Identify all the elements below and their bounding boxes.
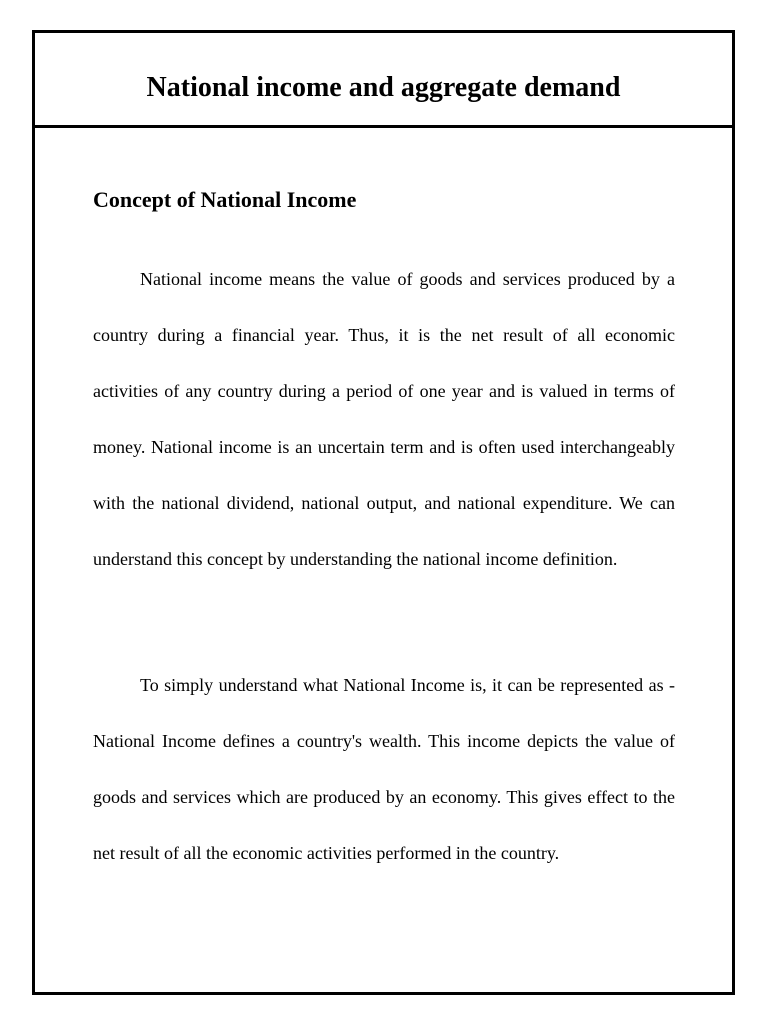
title-bar <box>35 33 732 128</box>
section-heading: Concept of National Income <box>93 187 357 212</box>
page-frame <box>32 30 735 995</box>
paragraph-2: To simply understand what National Income is, it can be represented as - National Income defines a country's wealth. This income depicts the value of goods and services which are produced by an economy. This gives effect to the net result of all the economic activities performed in the country. <box>93 675 675 863</box>
paragraph-1: National income means the value of goods and services produced by a country during a financial year. Thus, it is the net result of all economic activities of any country during a period of one year and is valued in terms of money. National income is an uncertain term and is often used interchangeably with the national dividend, national output, and national expenditure. We can understand this concept by understanding the national income definition. <box>93 269 675 569</box>
document-title: National income and aggregate demand <box>146 72 621 103</box>
